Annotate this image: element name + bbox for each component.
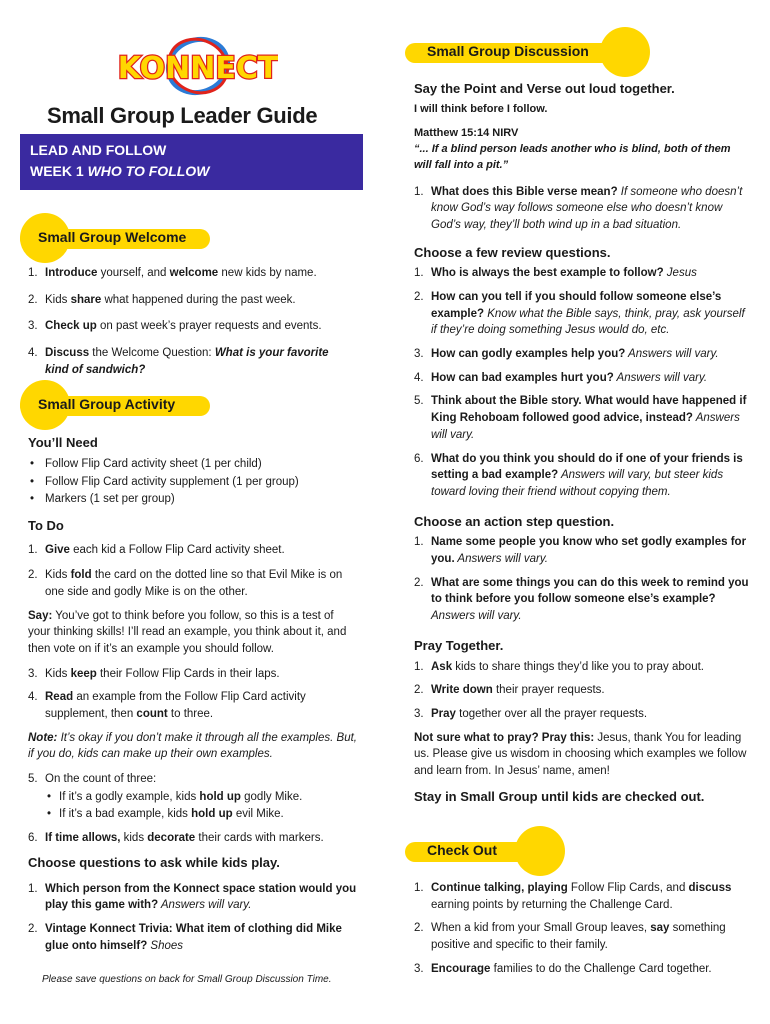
list-item: 3. Kids keep their Follow Flip Cards in their laps. — [28, 667, 280, 680]
review-heading: Choose a few review questions. — [414, 244, 611, 260]
review-list — [414, 265, 749, 500]
say-point-heading: Say the Point and Verse out loud together. — [414, 81, 675, 96]
konnect-logo-graphic — [118, 36, 278, 96]
list-item: 2. Kids fold the card on the dotted line so that Evil Mike is on one side and godly Mike is on the other. — [28, 569, 343, 599]
action-list — [414, 534, 749, 624]
verse-question-list — [414, 184, 749, 234]
list-item: 3. Check up on past week’s prayer requests and events. — [28, 320, 322, 333]
list-item: 1. Introduce yourself, and welcome new kids by name. — [28, 267, 317, 279]
lesson-banner — [20, 134, 363, 190]
action-heading: Choose an action step question. — [414, 513, 615, 529]
list-item: 2. What are some things you can do this week to remind you to think before you follow someone else’s example? Answers will vary. — [414, 576, 749, 623]
list-item: 5. Think about the Bible story. What would have happened if King Rehoboam followed good advice, instead? Answers will vary. — [414, 395, 747, 441]
youll-need-heading: You’ll Need — [28, 435, 98, 450]
welcome-list-block — [28, 265, 358, 385]
page-title: Small Group Leader Guide — [47, 103, 318, 128]
list-item: • Follow Flip Card activity sheet (1 per child) — [30, 457, 262, 470]
list-item: 3. Pray together over all the prayer requests. — [414, 707, 648, 720]
activity-heading — [20, 380, 210, 430]
checkout-heading-label: Check Out — [427, 842, 498, 858]
banner-week: WEEK 1 — [30, 163, 84, 179]
stay-note: Stay in Small Group until kids are checked out. — [414, 788, 705, 804]
discussion-block — [414, 80, 749, 809]
point-text: I will think before I follow. — [414, 102, 548, 115]
banner-week-line — [30, 161, 363, 182]
list-item: 1. Which person from the Konnect space station would you play this game with? Answers will vary. — [28, 882, 357, 912]
play-questions-heading: Choose questions to ask while kids play. — [28, 854, 280, 870]
discussion-heading-label: Small Group Discussion — [427, 43, 589, 59]
list-item: 2. Kids share what happened during the past week. — [28, 293, 296, 306]
list-item: • Markers (1 set per group) — [30, 493, 175, 506]
list-item: 2. How can you tell if you should follow someone else’s example? Know what the Bible says, think, pray, ask yourself if they’re doing something Jesus would do, etc. — [414, 291, 745, 337]
banner-series: LEAD AND FOLLOW — [30, 142, 167, 158]
footer-note: Please save questions on back for Small Group Discussion Time. — [42, 974, 332, 985]
todo-list-b — [28, 666, 358, 723]
list-item: 3. How can godly examples help you? Answers will vary. — [414, 348, 719, 361]
list-item: 4. Read an example from the Follow Flip Card activity supplement, then count to three. — [28, 691, 306, 721]
list-item: • If it’s a godly example, kids hold up godly Mike. — [47, 790, 303, 803]
to-do-heading: To Do — [28, 517, 64, 533]
list-item: 6. What do you think you should do if one of your friends is setting a bad example? Answers will vary, but steer kids toward loving their friend without copying them. — [414, 452, 743, 498]
pray-heading: Pray Together. — [414, 637, 504, 653]
list-item: • Follow Flip Card activity supplement (1 per group) — [30, 475, 299, 488]
todo-list-a — [28, 542, 358, 601]
list-item: 1. Give each kid a Follow Flip Card activity sheet. — [28, 543, 285, 556]
konnect-logo — [118, 36, 278, 96]
list-item: 1. What does this Bible verse mean? If someone who doesn’t know God’s way follows someone else who doesn’t know God’s way, they’ll both wind up in a bad situation. — [414, 185, 743, 231]
needs-list — [28, 456, 358, 508]
list-item: 1. Who is always the best example to follow? Jesus — [414, 267, 697, 280]
count-sublist — [45, 789, 358, 823]
banner-topic: WHO TO FOLLOW — [87, 163, 210, 179]
say-paragraph: Say: You’ve got to think before you follow, so this is a test of your thinking skills! I’ll read an example, you think about it, and then vote on if it’s an example you should follow. — [28, 609, 347, 656]
checkout-heading — [405, 826, 565, 876]
list-item: 4. Discuss the Welcome Question: What is your favorite kind of sandwich? — [28, 347, 329, 376]
list-item: 2. Write down their prayer requests. — [414, 684, 605, 697]
welcome-heading-label: Small Group Welcome — [38, 229, 187, 245]
prayer-paragraph: Not sure what to pray? Pray this: Jesus, thank You for leading us. Please give us wisdom in choosing which examples we follow and learn from. In Jesus’ name, amen! — [414, 731, 747, 777]
list-item: 6. If time allows, kids decorate their cards with markers. — [28, 832, 324, 845]
list-item: 3. Encourage families to do the Challenge Card together. — [414, 962, 712, 975]
list-item: 1. Ask kids to share things they’d like you to pray about. — [414, 660, 704, 673]
welcome-list — [28, 265, 358, 378]
logo-text: KONNECT — [118, 51, 278, 86]
activity-heading-label: Small Group Activity — [38, 396, 176, 412]
list-item: 5. On the count of three: • If it’s a godly example, kids hold up godly Mike. • If it’s a bad example, kids hold up evil Mike. — [28, 771, 358, 823]
list-item: 2. When a kid from your Small Group leaves, say something positive and specific to their family. — [414, 922, 726, 952]
checkout-list — [414, 880, 749, 977]
list-item: 2. Vintage Konnect Trivia: What item of clothing did Mike glue onto himself? Shoes — [28, 922, 342, 952]
list-item: 4. How can bad examples hurt you? Answers will vary. — [414, 371, 708, 384]
verse-text: “... If a blind person leads another who is blind, both of them will fall into a pit.” — [414, 142, 731, 171]
note-paragraph: Note: It’s okay if you don’t make it through all the examples. But, if you do, kids can make up their own examples. — [28, 731, 357, 761]
list-item: • If it’s a bad example, kids hold up evil Mike. — [47, 808, 284, 821]
pray-list — [414, 659, 749, 723]
list-item: 1. Name some people you know who set godly examples for you. Answers will vary. — [414, 536, 747, 566]
todo-list-c — [28, 771, 358, 847]
activity-block — [28, 434, 358, 961]
list-item: 1. Continue talking, playing Follow Flip Cards, and discuss earning points by returning the Challenge Card. — [414, 882, 732, 911]
verse-reference: Matthew 15:14 NIRV — [414, 126, 519, 139]
checkout-block — [414, 880, 749, 984]
welcome-heading — [20, 213, 210, 263]
discussion-heading — [405, 27, 650, 77]
play-questions-list — [28, 881, 358, 955]
